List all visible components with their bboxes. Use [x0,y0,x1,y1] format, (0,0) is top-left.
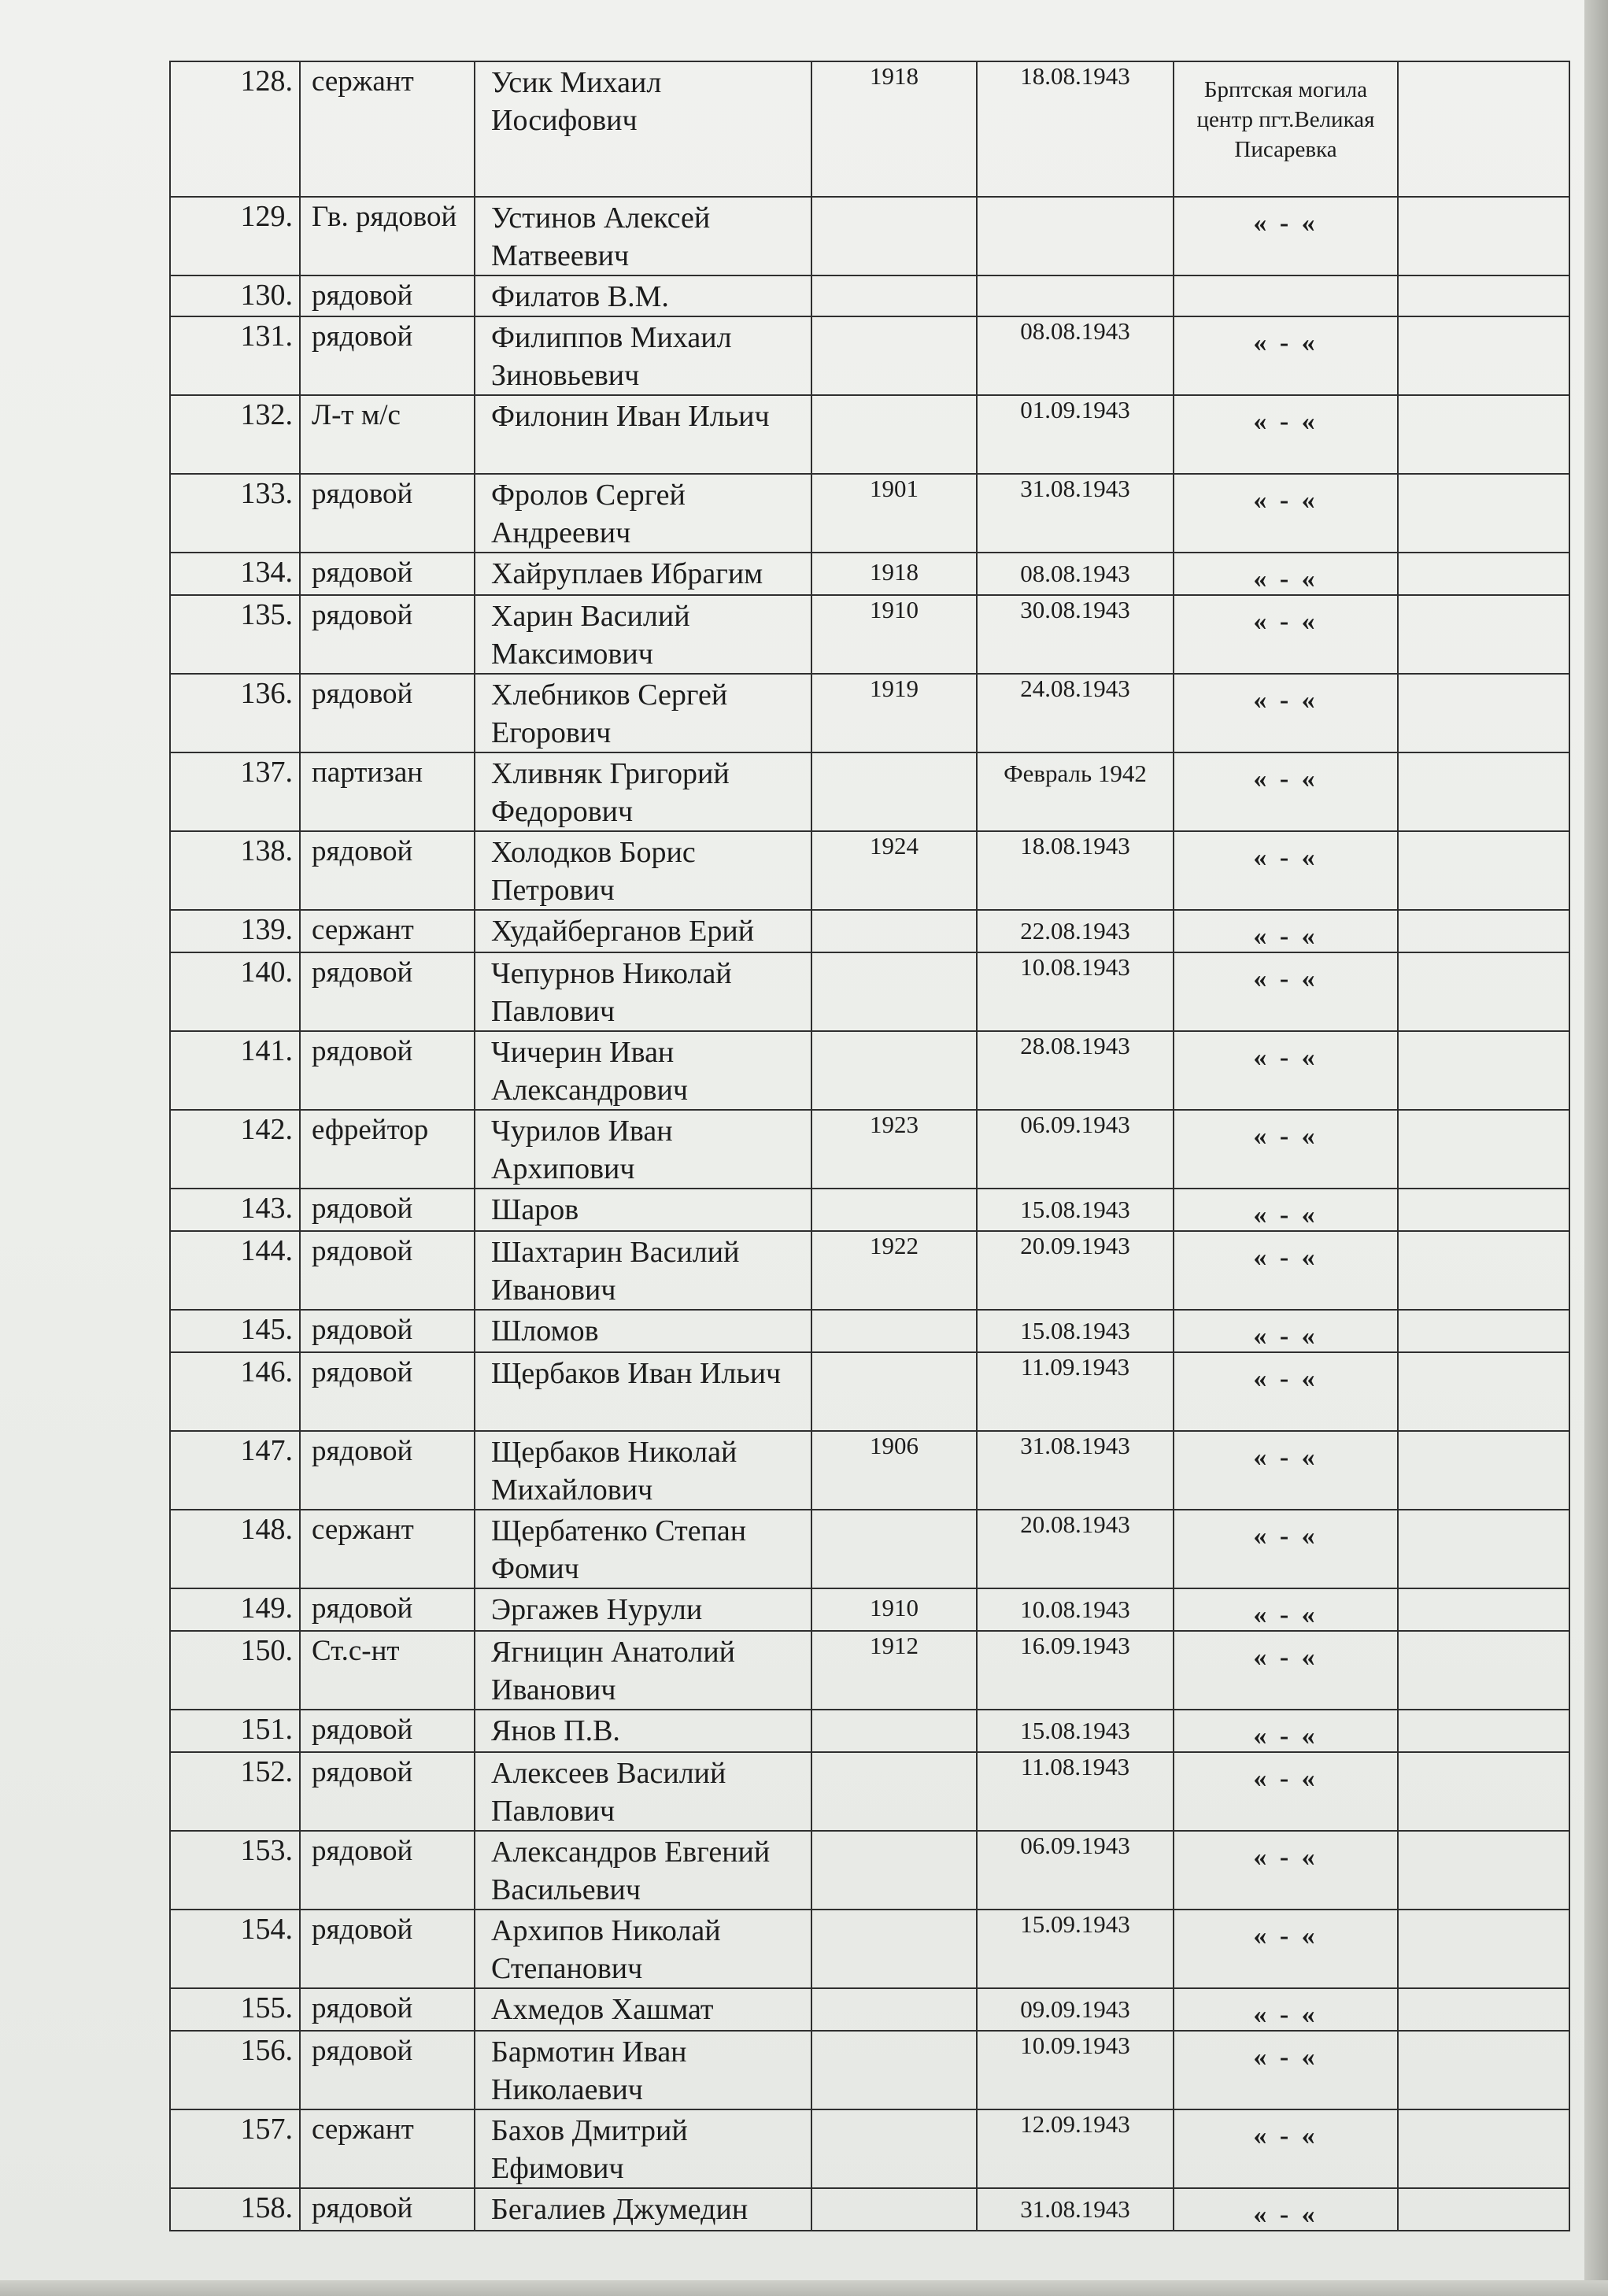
death-date-cell: 31.08.1943 [977,2188,1174,2231]
row-number: 152. [170,1752,300,1831]
rank-cell: рядовой [300,674,475,752]
notes-cell [1398,1231,1569,1310]
death-date-cell: 15.09.1943 [977,1910,1174,1988]
notes-cell [1398,61,1569,197]
name-cell: Усик Михаил Иосифович [475,61,811,197]
ditto-mark-cell: « - « [1174,952,1398,1031]
notes-cell [1398,1431,1569,1510]
table-row [170,1110,1569,1189]
table-row [170,2031,1569,2109]
death-date-cell: 10.08.1943 [977,1588,1174,1631]
rank-cell: рядовой [300,1189,475,1231]
notes-cell [1398,1752,1569,1831]
rank-cell: рядовой [300,1910,475,1988]
row-number: 155. [170,1988,300,2031]
ditto-mark-cell: « - « [1174,1352,1398,1431]
table-row [170,831,1569,910]
row-number: 132. [170,395,300,474]
name-cell: Эргажев Нурули [475,1588,811,1631]
row-number: 131. [170,316,300,395]
ditto-mark-cell: « - « [1174,395,1398,474]
notes-cell [1398,474,1569,553]
burial-place-cell: Брптская могила центр пгт.Великая Писаревка [1174,61,1398,197]
rank-cell: рядовой [300,1710,475,1752]
death-date-cell: 09.09.1943 [977,1988,1174,2031]
row-number: 129. [170,197,300,275]
page-edge-shadow [1584,0,1608,2296]
death-date-cell: Февраль 1942 [977,752,1174,831]
name-cell: Хливняк Григорий Федорович [475,752,811,831]
death-date-cell: 30.08.1943 [977,595,1174,674]
ditto-mark-cell: « - « [1174,1310,1398,1352]
rank-cell: Л-т м/с [300,395,475,474]
birth-year-cell: 1922 [811,1231,977,1310]
row-number: 143. [170,1189,300,1231]
table-row [170,1310,1569,1352]
ditto-mark-cell: « - « [1174,1710,1398,1752]
row-number: 149. [170,1588,300,1631]
table-row [170,1831,1569,1910]
rank-cell: сержант [300,61,475,197]
death-date-cell: 01.09.1943 [977,395,1174,474]
rank-cell: партизан [300,752,475,831]
rank-cell: рядовой [300,1352,475,1431]
death-date-cell: 15.08.1943 [977,1310,1174,1352]
rank-cell: Гв. рядовой [300,197,475,275]
row-number: 153. [170,1831,300,1910]
rank-cell: рядовой [300,2031,475,2109]
birth-year-cell [811,275,977,316]
rank-cell: рядовой [300,474,475,553]
casualty-list-table [169,61,1570,2231]
birth-year-cell [811,910,977,952]
ditto-mark-cell: « - « [1174,474,1398,553]
ditto-mark-cell: « - « [1174,1910,1398,1988]
ditto-mark-cell: « - « [1174,316,1398,395]
page-bottom-edge [0,2280,1608,2296]
notes-cell [1398,275,1569,316]
death-date-cell: 12.09.1943 [977,2109,1174,2188]
name-cell: Бегалиев Джумедин [475,2188,811,2231]
rank-cell: рядовой [300,595,475,674]
birth-year-cell [811,752,977,831]
table-row [170,674,1569,752]
table-row [170,1588,1569,1631]
table-row [170,553,1569,595]
ditto-mark-cell: « - « [1174,2109,1398,2188]
birth-year-cell [811,2031,977,2109]
birth-year-cell [811,395,977,474]
notes-cell [1398,1189,1569,1231]
name-cell: Щербаков Иван Ильич [475,1352,811,1431]
death-date-cell: 24.08.1943 [977,674,1174,752]
birth-year-cell: 1910 [811,1588,977,1631]
notes-cell [1398,1710,1569,1752]
table-row [170,1988,1569,2031]
row-number: 137. [170,752,300,831]
notes-cell [1398,1110,1569,1189]
birth-year-cell [811,316,977,395]
table-row [170,197,1569,275]
death-date-cell: 11.08.1943 [977,1752,1174,1831]
ditto-mark-cell: « - « [1174,1988,1398,2031]
row-number: 146. [170,1352,300,1431]
notes-cell [1398,1588,1569,1631]
row-number: 141. [170,1031,300,1110]
death-date-cell: 18.08.1943 [977,61,1174,197]
table-row [170,474,1569,553]
notes-cell [1398,553,1569,595]
rank-cell: рядовой [300,1831,475,1910]
row-number: 128. [170,61,300,197]
rank-cell: рядовой [300,2188,475,2231]
row-number: 156. [170,2031,300,2109]
ditto-mark-cell: « - « [1174,2031,1398,2109]
birth-year-cell [811,1189,977,1231]
name-cell: Ягницин Анатолий Иванович [475,1631,811,1710]
rank-cell: сержант [300,1510,475,1588]
name-cell: Ахмедов Хашмат [475,1988,811,2031]
row-number: 142. [170,1110,300,1189]
ditto-mark-cell: « - « [1174,1431,1398,1510]
table-row [170,752,1569,831]
rank-cell: рядовой [300,1310,475,1352]
rank-cell: сержант [300,910,475,952]
death-date-cell: 06.09.1943 [977,1110,1174,1189]
birth-year-cell [811,1710,977,1752]
name-cell: Алексеев Василий Павлович [475,1752,811,1831]
table-row [170,1352,1569,1431]
row-number: 157. [170,2109,300,2188]
birth-year-cell [811,1831,977,1910]
birth-year-cell: 1918 [811,553,977,595]
row-number: 138. [170,831,300,910]
death-date-cell: 11.09.1943 [977,1352,1174,1431]
row-number: 147. [170,1431,300,1510]
table-row [170,1910,1569,1988]
death-date-cell: 20.09.1943 [977,1231,1174,1310]
row-number: 140. [170,952,300,1031]
row-number: 130. [170,275,300,316]
notes-cell [1398,595,1569,674]
notes-cell [1398,395,1569,474]
table-row [170,61,1569,197]
notes-cell [1398,952,1569,1031]
ditto-mark-cell: « - « [1174,2188,1398,2231]
ditto-mark-cell: « - « [1174,1031,1398,1110]
ditto-mark-cell: « - « [1174,1189,1398,1231]
name-cell: Щербатенко Степан Фомич [475,1510,811,1588]
ditto-mark-cell: « - « [1174,1631,1398,1710]
notes-cell [1398,316,1569,395]
rank-cell: ефрейтор [300,1110,475,1189]
death-date-cell: 10.08.1943 [977,952,1174,1031]
death-date-cell: 08.08.1943 [977,316,1174,395]
name-cell: Чичерин Иван Александрович [475,1031,811,1110]
birth-year-cell: 1923 [811,1110,977,1189]
row-number: 154. [170,1910,300,1988]
name-cell: Шахтарин Василий Иванович [475,1231,811,1310]
notes-cell [1398,674,1569,752]
birth-year-cell [811,1310,977,1352]
table-row [170,395,1569,474]
row-number: 144. [170,1231,300,1310]
notes-cell [1398,1910,1569,1988]
table-row [170,1431,1569,1510]
rank-cell: рядовой [300,316,475,395]
name-cell: Филонин Иван Ильич [475,395,811,474]
death-date-cell: 08.08.1943 [977,553,1174,595]
birth-year-cell: 1910 [811,595,977,674]
birth-year-cell: 1919 [811,674,977,752]
death-date-cell: 16.09.1943 [977,1631,1174,1710]
table-row [170,1710,1569,1752]
notes-cell [1398,1988,1569,2031]
death-date-cell: 15.08.1943 [977,1189,1174,1231]
row-number: 158. [170,2188,300,2231]
death-date-cell: 31.08.1943 [977,474,1174,553]
death-date-cell [977,275,1174,316]
birth-year-cell: 1924 [811,831,977,910]
ditto-mark-cell: « - « [1174,1752,1398,1831]
name-cell: Харин Василий Максимович [475,595,811,674]
death-date-cell: 18.08.1943 [977,831,1174,910]
birth-year-cell [811,1988,977,2031]
name-cell: Чурилов Иван Архипович [475,1110,811,1189]
name-cell: Фролов Сергей Андреевич [475,474,811,553]
birth-year-cell [811,197,977,275]
name-cell: Филиппов Михаил Зиновьевич [475,316,811,395]
ditto-mark-cell: « - « [1174,1588,1398,1631]
birth-year-cell [811,2109,977,2188]
name-cell: Чепурнов Николай Павлович [475,952,811,1031]
table-row [170,952,1569,1031]
rank-cell: рядовой [300,1031,475,1110]
row-number: 148. [170,1510,300,1588]
row-number: 151. [170,1710,300,1752]
row-number: 145. [170,1310,300,1352]
name-cell: Хлебников Сергей Егорович [475,674,811,752]
table-row [170,910,1569,952]
notes-cell [1398,197,1569,275]
notes-cell [1398,2031,1569,2109]
death-date-cell: 15.08.1943 [977,1710,1174,1752]
death-date-cell: 31.08.1943 [977,1431,1174,1510]
rank-cell: сержант [300,2109,475,2188]
rank-cell: рядовой [300,1988,475,2031]
birth-year-cell: 1906 [811,1431,977,1510]
table-row [170,2109,1569,2188]
birth-year-cell [811,1752,977,1831]
table-row [170,2188,1569,2231]
row-number: 133. [170,474,300,553]
ditto-mark-cell: « - « [1174,674,1398,752]
rank-cell: рядовой [300,1752,475,1831]
notes-cell [1398,2109,1569,2188]
name-cell: Архипов Николай Степанович [475,1910,811,1988]
rank-cell: рядовой [300,553,475,595]
name-cell: Бармотин Иван Николаевич [475,2031,811,2109]
table-body [170,61,1569,2231]
birth-year-cell [811,1910,977,1988]
row-number: 139. [170,910,300,952]
table-row [170,316,1569,395]
notes-cell [1398,1031,1569,1110]
notes-cell [1398,752,1569,831]
table-row [170,275,1569,316]
name-cell: Филатов В.М. [475,275,811,316]
ditto-mark-cell: « - « [1174,752,1398,831]
name-cell: Хайруплаев Ибрагим [475,553,811,595]
notes-cell [1398,1831,1569,1910]
name-cell: Холодков Борис Петрович [475,831,811,910]
birth-year-cell [811,1031,977,1110]
death-date-cell: 28.08.1943 [977,1031,1174,1110]
rank-cell: рядовой [300,831,475,910]
table-row [170,1231,1569,1310]
birth-year-cell: 1918 [811,61,977,197]
rank-cell: рядовой [300,1231,475,1310]
row-number: 134. [170,553,300,595]
ditto-mark-cell: « - « [1174,1110,1398,1189]
birth-year-cell: 1901 [811,474,977,553]
rank-cell: Ст.с-нт [300,1631,475,1710]
death-date-cell [977,197,1174,275]
ditto-mark-cell: « - « [1174,197,1398,275]
table-row [170,1189,1569,1231]
death-date-cell: 20.08.1943 [977,1510,1174,1588]
death-date-cell: 22.08.1943 [977,910,1174,952]
name-cell: Янов П.В. [475,1710,811,1752]
death-date-cell: 06.09.1943 [977,1831,1174,1910]
empty-place-cell [1174,275,1398,316]
ditto-mark-cell: « - « [1174,831,1398,910]
ditto-mark-cell: « - « [1174,1231,1398,1310]
table-row [170,1510,1569,1588]
notes-cell [1398,1510,1569,1588]
birth-year-cell [811,1352,977,1431]
rank-cell: рядовой [300,275,475,316]
row-number: 136. [170,674,300,752]
row-number: 135. [170,595,300,674]
table-row [170,1031,1569,1110]
birth-year-cell [811,1510,977,1588]
table-row [170,1631,1569,1710]
ditto-mark-cell: « - « [1174,910,1398,952]
rank-cell: рядовой [300,952,475,1031]
table-row [170,595,1569,674]
rank-cell: рядовой [300,1588,475,1631]
name-cell: Шломов [475,1310,811,1352]
birth-year-cell: 1912 [811,1631,977,1710]
notes-cell [1398,1352,1569,1431]
table-row [170,1752,1569,1831]
notes-cell [1398,1631,1569,1710]
rank-cell: рядовой [300,1431,475,1510]
row-number: 150. [170,1631,300,1710]
death-date-cell: 10.09.1943 [977,2031,1174,2109]
name-cell: Александров Евгений Васильевич [475,1831,811,1910]
name-cell: Шаров [475,1189,811,1231]
ditto-mark-cell: « - « [1174,595,1398,674]
notes-cell [1398,2188,1569,2231]
name-cell: Устинов Алексей Матвеевич [475,197,811,275]
name-cell: Бахов Дмитрий Ефимович [475,2109,811,2188]
ditto-mark-cell: « - « [1174,1510,1398,1588]
name-cell: Худайберганов Ерий [475,910,811,952]
notes-cell [1398,831,1569,910]
name-cell: Щербаков Николай Михайлович [475,1431,811,1510]
birth-year-cell [811,952,977,1031]
birth-year-cell [811,2188,977,2231]
ditto-mark-cell: « - « [1174,1831,1398,1910]
notes-cell [1398,1310,1569,1352]
notes-cell [1398,910,1569,952]
ditto-mark-cell: « - « [1174,553,1398,595]
